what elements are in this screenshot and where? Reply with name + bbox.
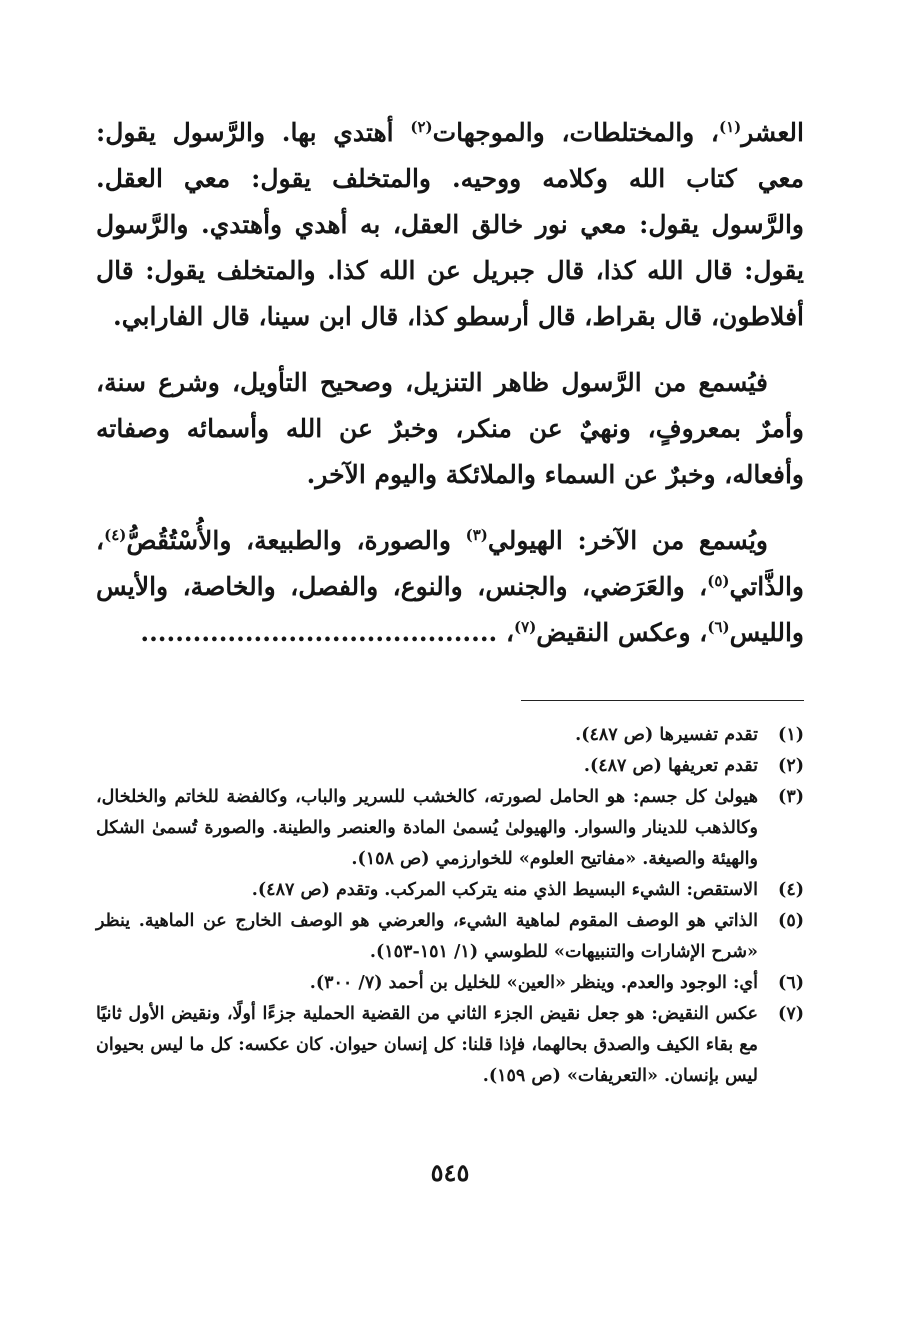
text-run: والصورة، والطبيعة، والأُسْتُقُصُّ (126, 526, 466, 555)
footnote-ref-5[interactable]: (٥) (707, 572, 730, 590)
footnote-4 (96, 875, 804, 906)
paragraph-1 (96, 110, 804, 340)
footnote-number: (٦) (778, 973, 804, 993)
text-run: ، وعكس النقيض (536, 618, 708, 647)
text-run: أهتدي بها. والرَّسول يقول: معي كتاب الله وكلامه ووحيه. والمتخلف يقول: معي العقل. والرَّسول يقول: معي نور خالق العقل، به أهدي وأهتدي. والرَّسول يقول: قال الله كذا، قال جبريل عن الله كذا. والمتخلف يقول: قال أفلاطون، قال بقراط، قال أرسطو كذا، قال ابن سينا، قال الفارابي. (96, 118, 804, 331)
footnote-text: عكس النقيض: هو جعل نقيض الجزء الثاني من القضية الحملية جزءًا أولًا، ونقيض الأول ثانيًا مع بقاء الكيف والصدق بحالهما، فإذا قلنا: كل إنسان حيوان. كان عكسه: كل ما ليس بحيوان ليس بإنسان. «التعريفات» (ص ١٥٩). (96, 1004, 758, 1086)
text-run: ويُسمع من الآخر: الهيولي (487, 526, 768, 555)
footnote-1 (96, 720, 804, 751)
page-number: ٥٤٥ (430, 1158, 470, 1187)
footnote-text: هيولىٰ كل جسم: هو الحامل لصورته، كالخشب للسرير والباب، وكالفضة للخاتم والخلخال، وكالذهب للدينار والسوار. والهيولىٰ يُسمىٰ المادة والعنصر والطينة. والصورة تُسمىٰ الشكل والهيئة والصيغة. «مفاتيح العلوم» للخوارزمي (ص ١٥٨). (96, 787, 758, 869)
footnote-divider (521, 700, 804, 701)
footnote-6 (96, 968, 804, 999)
footnote-text: أي: الوجود والعدم. وينظر «العين» للخليل بن أحمد (٧/ ٣٠٠). (309, 973, 758, 993)
footnote-number: (٣) (778, 787, 804, 807)
footnote-ref-4[interactable]: (٤) (104, 526, 127, 544)
text-run: ، والمختلطات، والموجهات (432, 118, 719, 147)
main-text (96, 110, 804, 676)
footnote-7 (96, 999, 804, 1092)
footnote-text: الذاتي هو الوصف المقوم لماهية الشيء، والعرضي هو الوصف الخارج عن الماهية. ينظر «شرح الإشارات والتنبيهات» للطوسي (١/ ١٥١-١٥٣). (96, 911, 758, 962)
footnote-number: (١) (778, 725, 804, 745)
text-run: ، والذَّاتي (96, 526, 804, 601)
paragraph-3 (96, 518, 804, 656)
footnote-number: (٧) (778, 1004, 804, 1024)
footnote-2 (96, 751, 804, 782)
footnote-number: (٤) (778, 880, 804, 900)
text-run: العشر (741, 118, 804, 147)
footnote-text: تقدم تفسيرها (ص ٤٨٧). (575, 725, 758, 745)
footnote-ref-1[interactable]: (١) (718, 118, 742, 136)
footnote-3 (96, 782, 804, 875)
footnote-number: (٢) (778, 756, 804, 776)
footnotes-section (96, 720, 804, 1092)
paragraph-2 (96, 360, 804, 498)
footnote-5 (96, 906, 804, 968)
footnote-text: تقدم تعريفها (ص ٤٨٧). (583, 756, 758, 776)
text-run: فيُسمع من الرَّسول ظاهر التنزيل، وصحيح التأويل، وشرع سنة، وأمرٌ بمعروفٍ، ونهيٌ عن منكر، وخبرٌ عن الله وأسمائه وصفاته وأفعاله، وخبرٌ عن السماء والملائكة واليوم الآخر. (96, 368, 804, 489)
footnote-text: الاستقص: الشيء البسيط الذي منه يتركب المركب. وتقدم (ص ٤٨٧). (251, 880, 758, 900)
footnote-number: (٥) (778, 911, 804, 931)
footnote-ref-2[interactable]: (٢) (410, 118, 433, 136)
text-run: ، ......................................... (140, 618, 515, 647)
footnote-ref-3[interactable]: (٣) (465, 526, 488, 544)
footnote-ref-7[interactable]: (٧) (514, 618, 537, 636)
text-run: ، والعَرَضي، والجنس، والنوع، والفصل، والخاصة، والأيس والليس (96, 572, 804, 647)
footnote-ref-6[interactable]: (٦) (707, 618, 730, 636)
